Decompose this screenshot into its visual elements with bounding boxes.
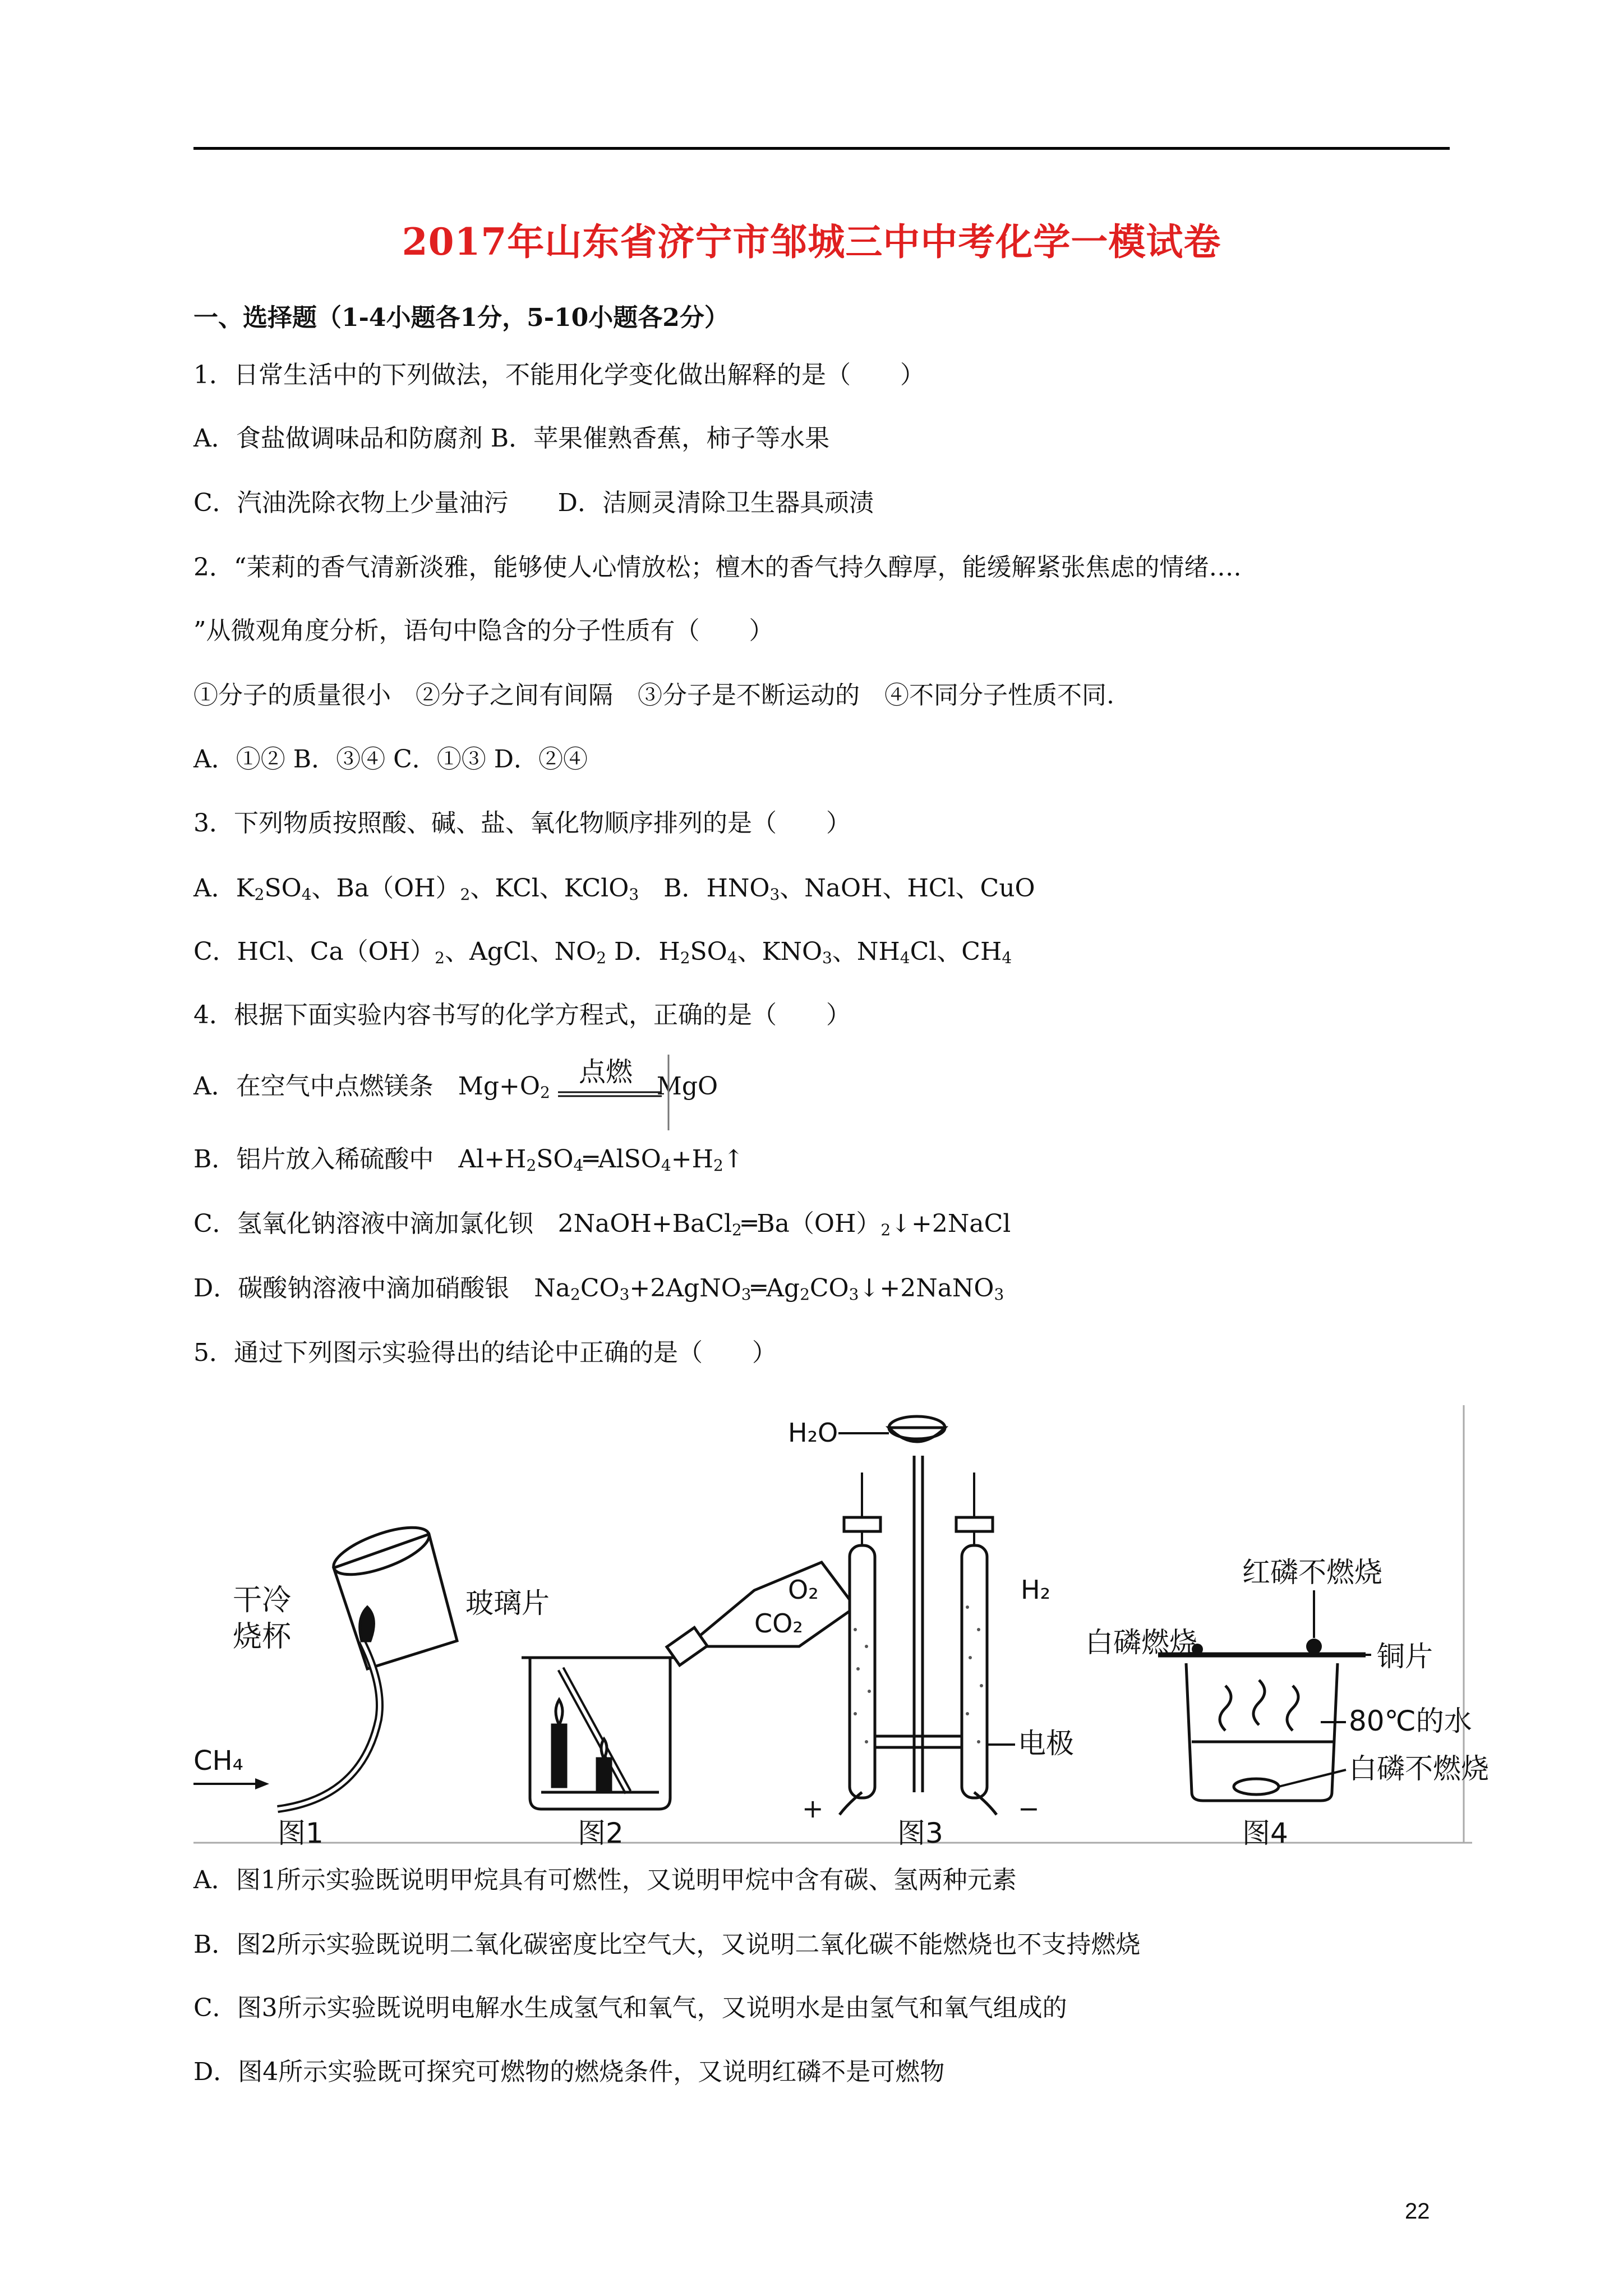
fig4-caption: 图4 (1242, 1817, 1288, 1849)
q4-option-b: B．铝片放入稀硫酸中 $Al+H_2SO_4═AlSO_4+H_2↑$ (193, 1145, 744, 1175)
q5-option-d: D．图4所示实验既可探究可燃物的燃烧条件，又说明红磷不是可燃物 (193, 2058, 945, 2086)
q4-option-a: A．在空气中点燃镁条 $Mg+O_2$ MgO (193, 1072, 718, 1102)
q3-options-cd: C．HCl、$Ca(OH)_2$、AgCl、$NO_2$ D．$H_2SO_4$、$KNO_3$、$NH_4Cl$、$CH_4$ (193, 937, 1012, 967)
fig3-electrode-label: 电极 (1018, 1727, 1074, 1760)
fig4-copper-label: 铜片 (1377, 1640, 1433, 1673)
q5-stem: 5．通过下列图示实验得出的结论中正确的是（ ） (193, 1338, 777, 1367)
fig4-hot-water-label: 80℃的水 (1349, 1705, 1472, 1737)
q5-option-a: A．图1所示实验既说明甲烷具有可燃性，又说明甲烷中含有碳、氢两种元素 (193, 1866, 1017, 1894)
q4-a-condition (494, 1052, 707, 1133)
q4-stem: 4．根据下面实验内容书写的化学方程式，正确的是（ ） (193, 1001, 851, 1029)
fig4-white-phosphorus-burn-label: 白磷燃烧 (1085, 1626, 1197, 1659)
q3-stem: 3．下列物质按照酸、碱、盐、氧化物顺序排列的是（ ） (193, 809, 851, 838)
fig1-label-dry-cold: 干冷 (233, 1584, 292, 1617)
fig4-red-phosphorus-label: 红磷不燃烧 (1242, 1556, 1382, 1589)
fig3-water-label: H₂O (788, 1418, 838, 1448)
q1-options-cd: C．汽油洗除衣物上少量油污 D．洁厕灵清除卫生器具顽渍 (193, 489, 874, 517)
figure-4-combustion (1158, 1655, 1366, 1801)
q5-option-c: C．图3所示实验既说明电解水生成氢气和氧气，又说明水是由氢气和氧气组成的 (193, 1994, 1067, 2022)
burn-condition-label: 点燃 (578, 1056, 633, 1088)
experiment-figure (193, 1405, 1489, 1851)
q4-option-c: C．氢氧化钠溶液中滴加氯化钡 $2NaOH+BaCl_2═Ba(OH)_2↓+2NaCl$ (193, 1209, 1011, 1239)
fig3-caption: 图3 (897, 1817, 943, 1849)
fig3-plus-sign: + (802, 1793, 824, 1824)
fig1-label-beaker: 烧杯 (233, 1620, 292, 1654)
page-number: 22 (1405, 2199, 1430, 2224)
q1-options-ab: A．食盐做调味品和防腐剂 B．苹果催熟香蕉，柿子等水果 (193, 424, 830, 453)
q4-option-d: D．碳酸钠溶液中滴加硝酸银 $Na_2CO_3+2AgNO_3═Ag_2CO_3↓+2NaNO_3$ (193, 1274, 1004, 1304)
fig1-caption: 图1 (278, 1817, 324, 1849)
q2-options: A．①② B．③④ C．①③ D．②④ (193, 745, 588, 774)
q3-options-ab: A．$K_2SO_4$、$Ba(OH)_2$、KCl、KClO$_3$ B．$HNO_3$、NaOH、HCl、CuO (193, 874, 1035, 904)
figure-3-electrolysis (840, 1416, 997, 1815)
fig3-minus-sign: − (1018, 1793, 1040, 1824)
q2-facts: ①分子的质量很小 ②分子之间有间隔 ③分子是不断运动的 ④不同分子性质不同. (193, 681, 1114, 710)
page-title: 2017年山东省济宁市邹城三中中考化学一模试卷 (402, 220, 1221, 264)
fig3-oxygen-label: O₂ (788, 1575, 819, 1605)
header-rule (193, 147, 1450, 150)
fig4-white-phosphorus-no-burn-label: 白磷不燃烧 (1349, 1752, 1489, 1785)
q5-option-b: B．图2所示实验既说明二氧化碳密度比空气大，又说明二氧化碳不能燃烧也不支持燃烧 (193, 1930, 1141, 1959)
fig2-gas-label: CO₂ (754, 1608, 803, 1639)
section-heading: 一、选择题（1-4小题各1分，5-10小题各2分） (193, 303, 729, 332)
fig2-caption: 图2 (578, 1817, 624, 1849)
fig2-glass-slide-label: 玻璃片 (465, 1587, 550, 1619)
q2-stem-line2: ”从微观角度分析，语句中隐含的分子性质有（ ） (193, 616, 774, 645)
fig1-gas-label: CH₄ (193, 1745, 243, 1777)
q1-stem: 1．日常生活中的下列做法，不能用化学变化做出解释的是（ ） (193, 361, 925, 389)
figure-1-methane-beaker (278, 1518, 457, 1809)
q2-stem-line1: 2．“茉莉的香气清新淡雅，能够使人心情放松；檀木的香气持久醇厚，能缓解紧张焦虑的情绪…. (193, 553, 1242, 582)
fig3-hydrogen-label: H₂ (1021, 1575, 1051, 1605)
